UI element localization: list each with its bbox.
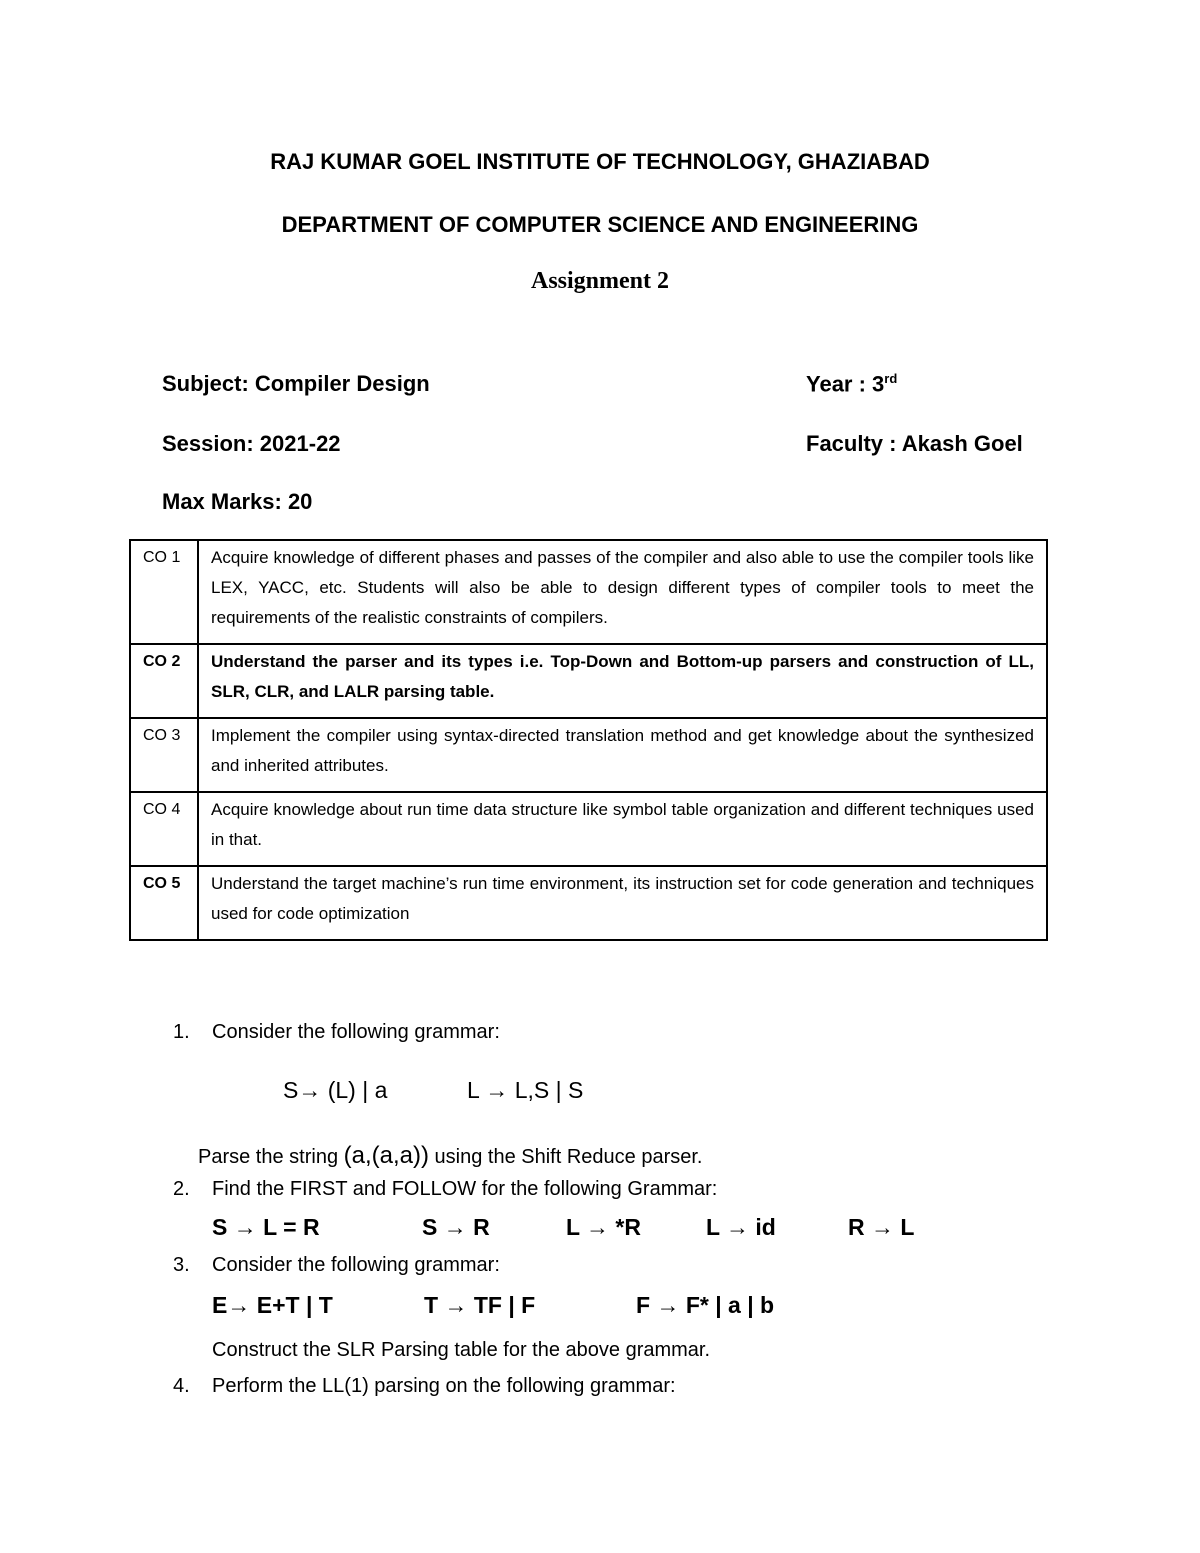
co-description: Implement the compiler using syntax-directed translation method and get knowledge about the synthesized and inherited attributes. (198, 718, 1047, 792)
q3-follow-instruction: Construct the SLR Parsing table for the above grammar. (212, 1339, 711, 1361)
co-code: CO 1 (130, 540, 198, 644)
q2-production: L → *R (566, 1214, 641, 1240)
co-code: CO 4 (130, 792, 198, 866)
assignment-title: Assignment 2 (530, 268, 669, 294)
q1-production-l: L → L,S | S (467, 1077, 584, 1103)
faculty: Faculty : Akash Goel (806, 431, 1023, 456)
q1-text: Consider the following grammar: (212, 1021, 500, 1043)
q2-production: L → id (706, 1214, 776, 1240)
institute-name: RAJ KUMAR GOEL INSTITUTE OF TECHNOLOGY, GHAZIABAD (270, 149, 930, 174)
q1-parse-instruction (198, 1142, 702, 1170)
year (806, 371, 897, 397)
q4-number: 4. (173, 1375, 190, 1397)
co-description: Understand the target machine’s run time environment, its instruction set for code generation and techniques used for code optimization (198, 866, 1047, 940)
q3-text: Consider the following grammar: (212, 1254, 500, 1276)
co-code: CO 5 (130, 866, 198, 940)
table-row (130, 866, 1047, 940)
subject: Subject: Compiler Design (162, 371, 430, 396)
max-marks: Max Marks: 20 (162, 489, 313, 514)
department-name: DEPARTMENT OF COMPUTER SCIENCE AND ENGINEERING (281, 212, 919, 237)
q2-text: Find the FIRST and FOLLOW for the following Grammar: (212, 1178, 718, 1200)
q3-number: 3. (173, 1254, 190, 1276)
q3-production: F → F* | a | b (636, 1292, 775, 1318)
year-sup: rd (884, 371, 898, 386)
session: Session: 2021-22 (162, 431, 341, 456)
q1-parse-pre: Parse the string (198, 1146, 344, 1168)
q1-parse-string: (a,(a,a)) (343, 1142, 429, 1169)
q2-production: S → L = R (212, 1214, 320, 1240)
q2-number: 2. (173, 1178, 190, 1200)
q4-text: Perform the LL(1) parsing on the following grammar: (212, 1375, 676, 1397)
q1-number: 1. (173, 1021, 190, 1043)
table-row (130, 792, 1047, 866)
co-description: Understand the parser and its types i.e. Top-Down and Bottom-up parsers and construction of LL, SLR, CLR, and LALR parsing table. (198, 644, 1047, 718)
co-description: Acquire knowledge about run time data structure like symbol table organization and different techniques used in that. (198, 792, 1047, 866)
q3-production: E→ E+T | T (212, 1292, 333, 1318)
q1-production-s: S→ (L) | a (283, 1077, 388, 1103)
co-description: Acquire knowledge of different phases and passes of the compiler and also able to use the compiler tools like LEX, YACC, etc. Students will also be able to design different types of compiler tools to meet the requirements of the realistic constraints of compilers. (198, 540, 1047, 644)
table-row (130, 644, 1047, 718)
q2-production: S → R (422, 1214, 490, 1240)
year-label: Year : 3 (806, 371, 885, 397)
q2-production: R → L (848, 1214, 915, 1240)
co-code: CO 2 (130, 644, 198, 718)
q1-parse-post: using the Shift Reduce parser. (428, 1146, 703, 1168)
q3-production: T → TF | F (424, 1292, 536, 1318)
co-code: CO 3 (130, 718, 198, 792)
table-row (130, 540, 1047, 644)
table-row (130, 718, 1047, 792)
course-outcomes-table (129, 539, 1048, 941)
